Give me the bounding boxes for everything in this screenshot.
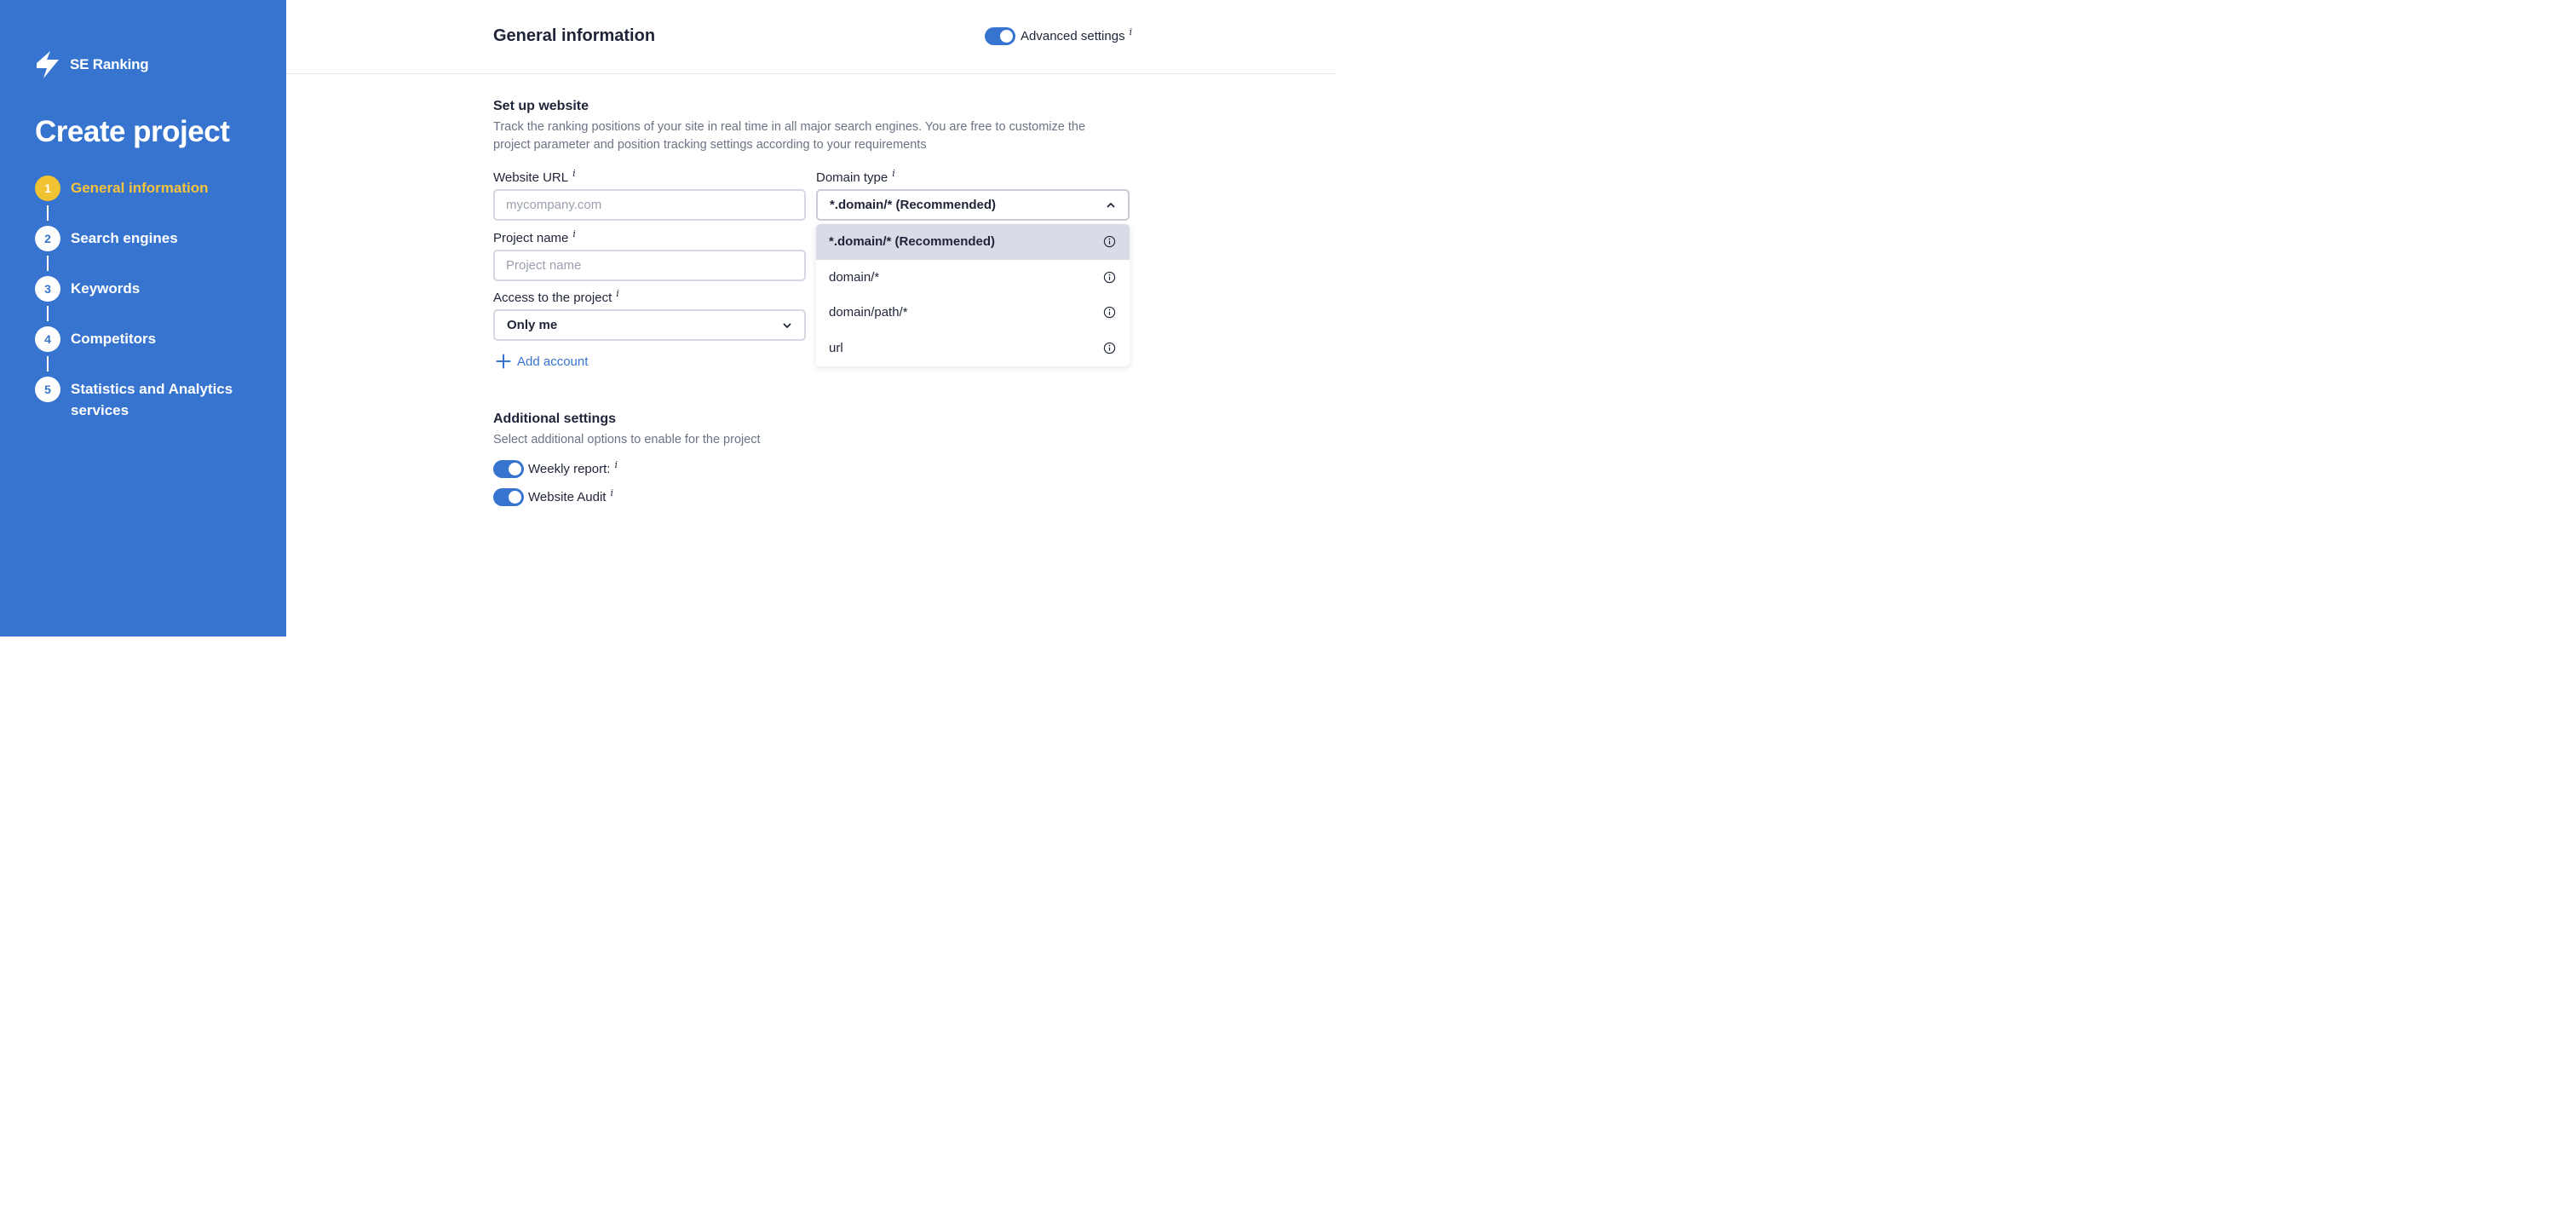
access-select-value: Only me <box>507 318 558 332</box>
step-number: 5 <box>35 377 60 402</box>
website-url-label-row <box>493 170 576 185</box>
additional-settings-description: Select additional options to enable for the project <box>493 433 761 446</box>
step-connector <box>47 356 49 372</box>
step-number: 3 <box>35 276 60 302</box>
option-label: url <box>829 340 843 355</box>
page-heading: Create project <box>35 115 230 148</box>
advanced-settings <box>985 27 1132 45</box>
weekly-report-label: Weekly report: <box>528 462 611 476</box>
info-icon[interactable]: i <box>892 168 895 179</box>
additional-settings-title: Additional settings <box>493 412 616 426</box>
brand-name: SE Ranking <box>70 56 149 72</box>
chevron-down-icon <box>782 320 792 331</box>
project-name-input[interactable] <box>493 250 806 281</box>
website-audit-toggle[interactable] <box>493 488 524 506</box>
step-connector <box>47 256 49 271</box>
info-circle-icon[interactable] <box>1103 306 1116 319</box>
header <box>286 0 1336 74</box>
step-label: Search engines <box>71 230 178 246</box>
step-number: 2 <box>35 226 60 251</box>
info-icon[interactable]: i <box>614 459 618 470</box>
info-icon[interactable]: i <box>616 288 619 299</box>
domain-type-dropdown <box>816 224 1130 366</box>
add-account-button[interactable] <box>496 354 588 369</box>
info-circle-icon[interactable] <box>1103 235 1116 248</box>
sidebar <box>0 0 286 637</box>
access-label: Access to the project <box>493 291 612 305</box>
info-icon[interactable]: i <box>610 487 613 498</box>
access-select[interactable] <box>493 309 806 341</box>
setup-description: Track the ranking positions of your site in real time in all major search engines. You are free to customize the project parameter and position tracking settings according to your requirements <box>493 120 1086 152</box>
domain-type-label-row <box>816 170 895 185</box>
option-label: domain/path/* <box>829 305 908 320</box>
domain-type-option[interactable] <box>816 260 1130 296</box>
chevron-up-icon <box>1106 200 1116 210</box>
step-statistics-analytics[interactable] <box>35 377 241 421</box>
domain-type-option[interactable] <box>816 224 1130 260</box>
access-label-row <box>493 288 619 305</box>
step-search-engines[interactable] <box>35 226 241 251</box>
step-label: General information <box>71 180 209 196</box>
info-circle-icon[interactable] <box>1103 342 1116 354</box>
website-audit-row <box>493 488 613 506</box>
project-name-label-row <box>493 228 576 245</box>
step-label: Competitors <box>71 331 157 347</box>
info-icon[interactable]: i <box>572 228 576 239</box>
domain-type-select-value: *.domain/* (Recommended) <box>830 198 997 212</box>
advanced-settings-label: Advanced settings <box>1021 29 1125 43</box>
info-icon[interactable]: i <box>572 168 576 179</box>
step-connector <box>47 306 49 321</box>
step-number: 1 <box>35 176 60 201</box>
website-url-input[interactable] <box>493 189 806 221</box>
option-label: *.domain/* (Recommended) <box>829 234 996 250</box>
step-number: 4 <box>35 326 60 352</box>
brand-logo[interactable] <box>35 51 148 78</box>
website-audit-label: Website Audit <box>528 490 607 504</box>
plus-icon <box>496 354 511 369</box>
step-connector <box>47 205 49 221</box>
domain-type-select[interactable] <box>816 189 1130 221</box>
info-circle-icon[interactable] <box>1103 271 1116 284</box>
advanced-settings-toggle[interactable] <box>985 27 1015 45</box>
step-keywords[interactable] <box>35 276 241 302</box>
setup-title: Set up website <box>493 99 589 113</box>
step-competitors[interactable] <box>35 326 241 352</box>
se-ranking-logo-icon <box>35 51 60 78</box>
domain-type-option[interactable] <box>816 331 1130 366</box>
website-url-label: Website URL <box>493 170 569 185</box>
weekly-report-toggle[interactable] <box>493 460 524 478</box>
add-account-label: Add account <box>517 354 589 369</box>
option-label: domain/* <box>829 269 880 285</box>
info-icon[interactable]: i <box>1129 26 1133 37</box>
step-label: Statistics and Analytics services <box>71 381 233 418</box>
step-general-information[interactable] <box>35 176 241 201</box>
header-title: General information <box>493 26 656 45</box>
project-name-label: Project name <box>493 231 569 245</box>
weekly-report-row <box>493 460 618 478</box>
domain-type-label: Domain type <box>816 170 888 185</box>
step-label: Keywords <box>71 280 141 297</box>
domain-type-option[interactable] <box>816 295 1130 331</box>
